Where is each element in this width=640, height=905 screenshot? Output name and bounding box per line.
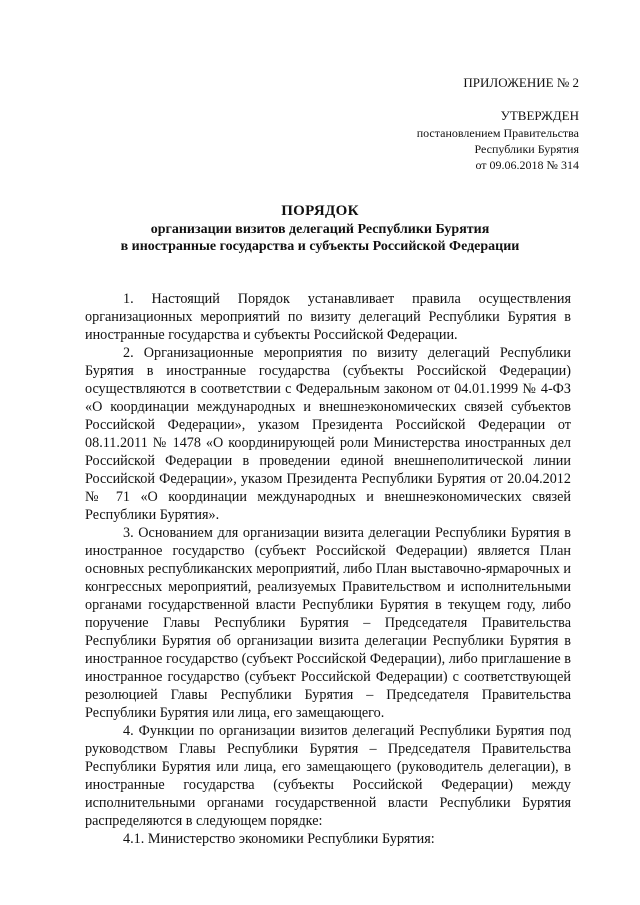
approval-stamp [417,108,579,173]
document-title: ПОРЯДОК [281,203,359,219]
document-subtitle-line-2: в иностранные государства и субъекты Российской Федерации [120,239,520,254]
approval-line-2: Республики Бурятия [474,142,579,156]
document-subtitle-line-1: организации визитов делегаций Республики Бурятия [150,222,490,237]
paragraph-3: 3. Основанием для организации визита делегации Республики Бурятия в иностранное государство (субъект Российской Федерации) является План основных республиканских мероприятий, либо План выставочно-ярмарочных и конгрессных мероприятий, реализуемых Правительством и исполнительными органами государственной власти Республики Бурятия в текущем году, либо поручение Главы Республики Бурятия – Председателя Правительства Республики Бурятия об организации визита делегации Республики Бурятия в иностранное государство (субъект Российской Федерации), либо приглашение в иностранное государство (субъект Российской Федерации) с соответствующей резолюцией Главы Республики Бурятия – Председателя Правительства Республики Бурятия или лица, его замещающего. [85,525,571,721]
approval-line-3: от 09.06.2018 № 314 [475,158,579,172]
paragraph-4: 4. Функции по организации визитов делегаций Республики Бурятия под руководством Главы Республики Бурятия – Председателя Правительства Республики Бурятия или лица, его замещающего (руководитель делегации), в иностранные государства (субъекты Российской Федерации) между исполнительными органами государственной власти Республики Бурятия распределяются в следующем порядке: [85,723,571,829]
document-body [85,290,571,848]
paragraph-4-1: 4.1. Министерство экономики Республики Бурятия: [123,831,435,847]
paragraph-2: 2. Организационные мероприятия по визиту делегаций Республики Бурятия в иностранные государства (субъекты Российской Федерации) осуществляются в соответствии с Федеральным законом от 04.01.1999 № 4-ФЗ «О координации международных и внешнеэкономических связей субъектов Российской Федерации», указом Президента Российской Федерации от 08.11.2011 № 1478 «О координирующей роли Министерства иностранных дел Российской Федерации в проведении единой внешнеполитической линии Российской Федерации», указом Президента Республики Бурятия от 20.04.2012 № 71 «О координации международных и внешнеэкономических связей Республики Бурятия». [85,345,571,523]
approval-line-1: постановлением Правительства [416,126,579,140]
paragraph-1: 1. Настоящий Порядок устанавливает правила осуществления организационных мероприятий по визиту делегаций Республики Бурятия в иностранные государства и субъекты Российской Федерации. [85,291,571,343]
approval-heading: УТВЕРЖДЕН [500,108,579,123]
title-block [60,202,580,255]
appendix-label: ПРИЛОЖЕНИЕ № 2 [463,75,579,90]
